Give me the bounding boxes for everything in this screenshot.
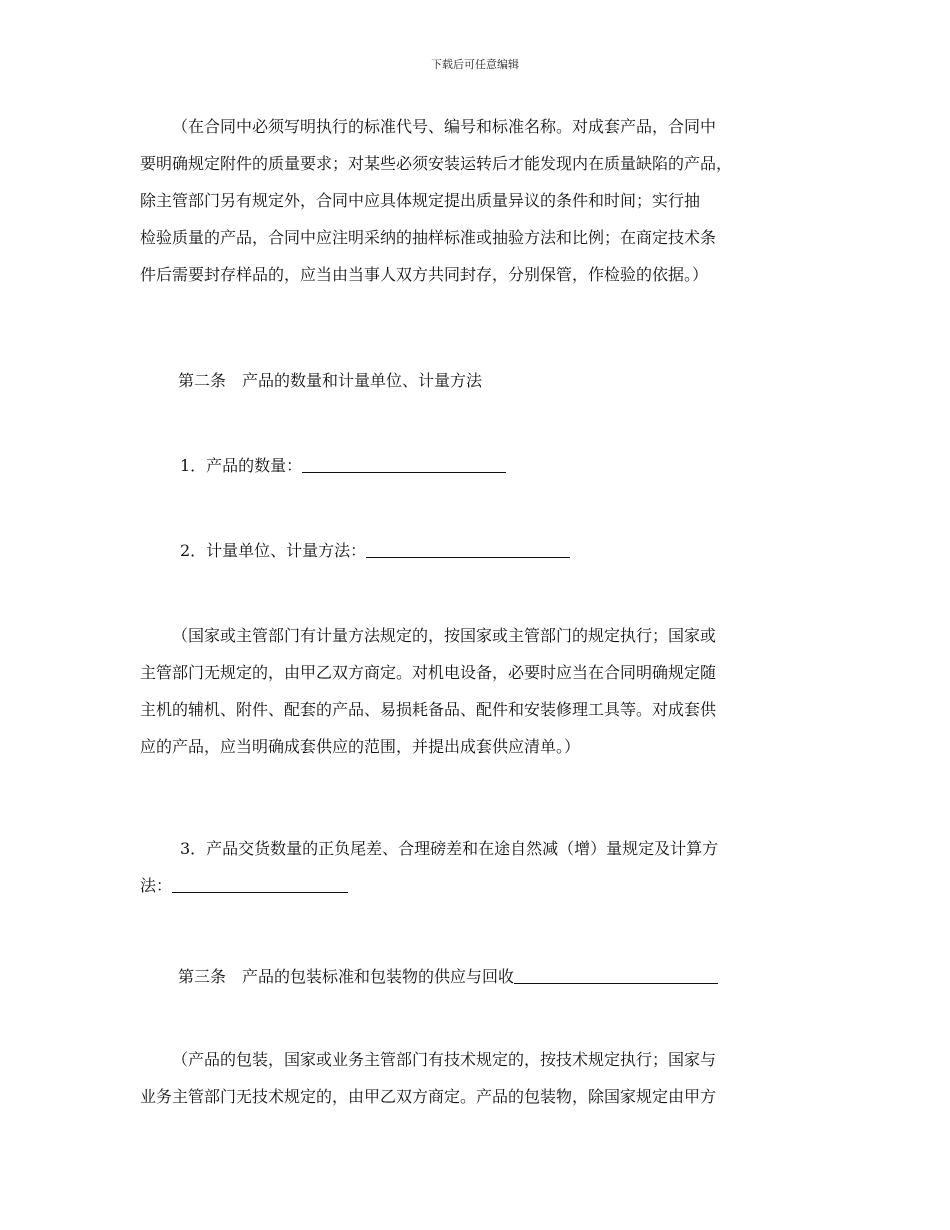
text-line: 要明确规定附件的质量要求；对某些必须安装运转后才能发现内在质量缺陷的产品， bbox=[140, 154, 733, 173]
text-line: 业务主管部门无技术规定的，由甲乙双方商定。产品的包装物，除国家规定由甲方 bbox=[140, 1087, 717, 1106]
heading-text: 第二条 产品的数量和计量单位、计量方法 bbox=[178, 371, 483, 390]
item-1-quantity bbox=[180, 447, 506, 484]
text-line: （国家或主管部门有计量方法规定的，按国家或主管部门的规定执行；国家或 bbox=[172, 626, 717, 645]
item-3-tolerance bbox=[140, 830, 718, 904]
page-header: 下载后可任意编辑 bbox=[431, 58, 519, 71]
item-label: 1．产品的数量： bbox=[180, 456, 303, 475]
article-3-title bbox=[178, 958, 718, 995]
text-line: 应的产品，应当明确成套供应的范围，并提出成套供应清单。） bbox=[140, 737, 581, 756]
text-line: 主管部门无规定的，由甲乙双方商定。对机电设备，必要时应当在合同明确规定随 bbox=[140, 663, 717, 682]
text-line: 主机的辅机、附件、配套的产品、易损耗备品、配件和安装修理工具等。对成套供 bbox=[140, 700, 717, 719]
tolerance-blank-field[interactable] bbox=[172, 874, 348, 893]
text-line: 检验质量的产品，合同中应注明采纳的抽样标准或抽验方法和比例；在商定技术条 bbox=[140, 228, 717, 247]
heading-text: 第三条 产品的包装标准和包装物的供应与回收 bbox=[178, 967, 515, 986]
paragraph-measure-note bbox=[140, 617, 716, 765]
paragraph-quality-note bbox=[140, 108, 732, 293]
item-label: 法： bbox=[140, 876, 173, 895]
text-line: （产品的包装，国家或业务主管部门有技术规定的，按技术规定执行；国家与 bbox=[172, 1050, 717, 1069]
item-label: 2．计量单位、计量方法： bbox=[180, 541, 367, 560]
article-2-title bbox=[178, 362, 482, 399]
text-line: 3．产品交货数量的正负尾差、合理磅差和在途自然减（增）量规定及计算方 bbox=[180, 839, 719, 858]
quantity-blank-field[interactable] bbox=[302, 454, 506, 473]
measure-blank-field[interactable] bbox=[366, 539, 570, 558]
text-line: 除主管部门另有规定外，合同中应具体规定提出质量异议的条件和时间；实行抽 bbox=[140, 191, 701, 210]
packaging-blank-field[interactable] bbox=[514, 965, 718, 984]
item-2-measure bbox=[180, 532, 570, 569]
text-line: （在合同中必须写明执行的标准代号、编号和标准名称。对成套产品，合同中 bbox=[172, 117, 717, 136]
paragraph-packaging-note bbox=[140, 1041, 716, 1115]
text-line: 件后需要封存样品的，应当由当事人双方共同封存，分别保管，作检验的依据。） bbox=[140, 265, 709, 284]
